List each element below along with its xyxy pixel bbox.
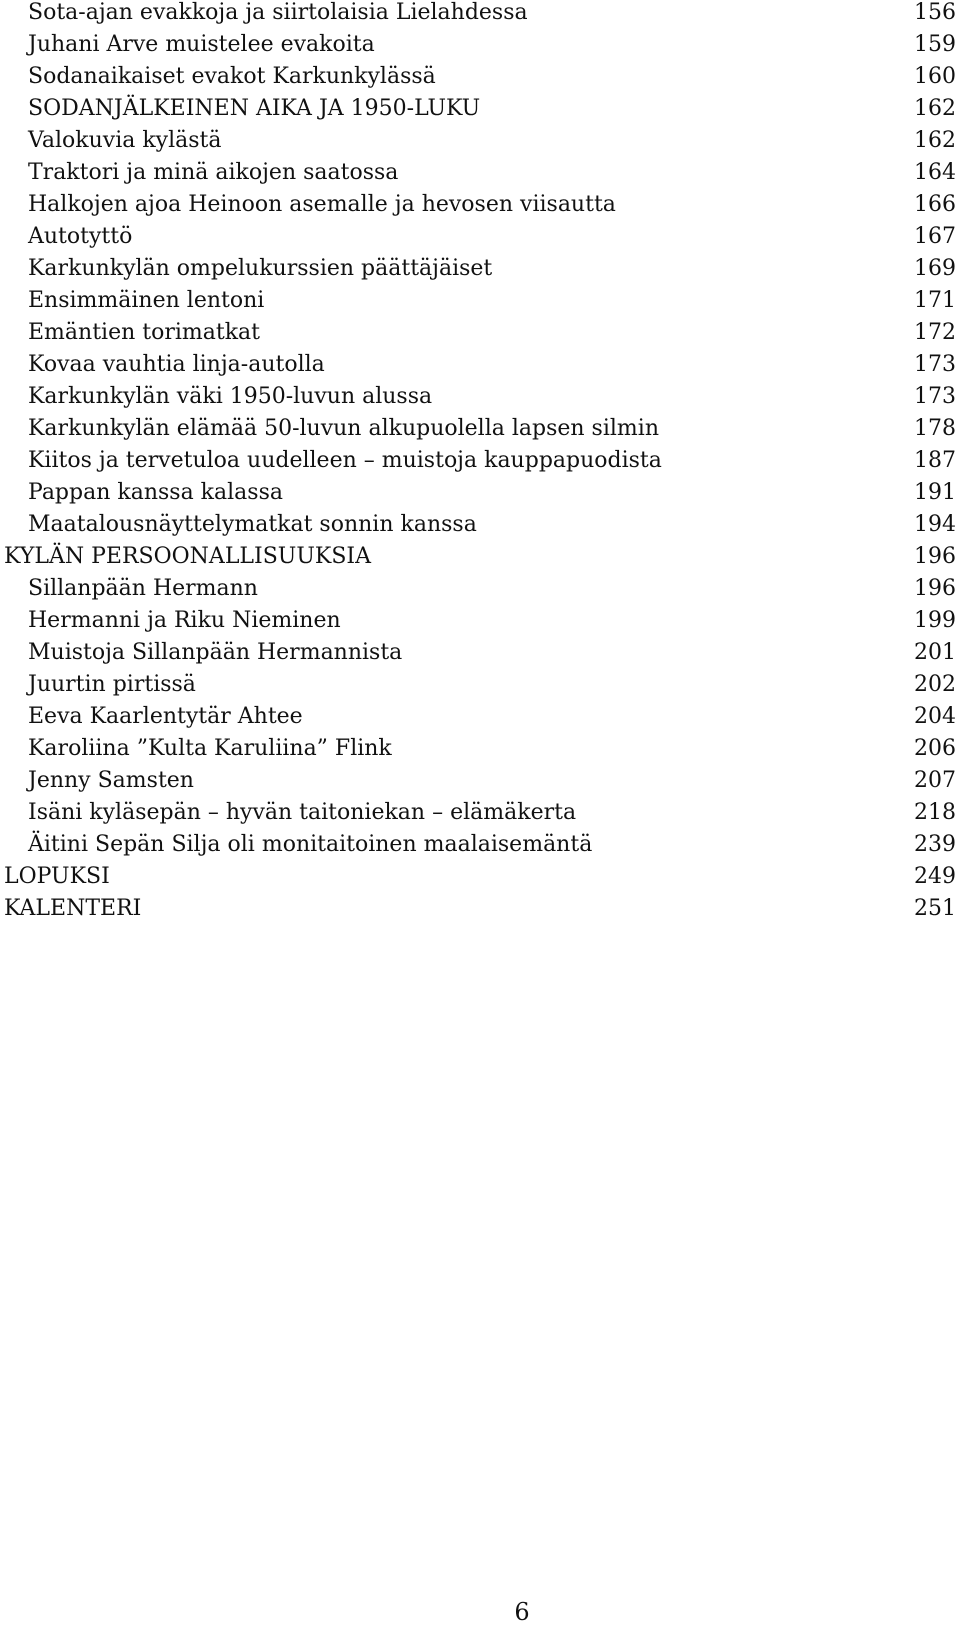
toc-entry <box>0 640 960 672</box>
toc-entry-title: Valokuvia kylästä <box>28 128 222 153</box>
toc-entry-title: Maatalousnäyttelymatkat sonnin kanssa <box>28 512 477 537</box>
toc-entry-page: 201 <box>914 640 956 665</box>
toc-entry-page: 199 <box>914 608 956 633</box>
toc-entry <box>0 512 960 544</box>
toc-entry-page: 162 <box>914 128 956 153</box>
toc-entry <box>0 576 960 608</box>
toc-entry-page: 218 <box>914 800 956 825</box>
toc-entry-title: Emäntien torimatkat <box>28 320 261 345</box>
toc-entry-title: Karkunkylän väki 1950-luvun alussa <box>28 384 433 409</box>
toc-entry <box>0 672 960 704</box>
toc-entry-title: Hermanni ja Riku Nieminen <box>28 608 341 633</box>
toc-entry <box>0 96 960 128</box>
toc-entry-page: 160 <box>914 64 956 89</box>
toc-entry-title: Sodanaikaiset evakot Karkunkylässä <box>28 64 436 89</box>
toc-entry <box>0 832 960 864</box>
toc-entry-title: Juurtin pirtissä <box>28 672 196 697</box>
toc-entry <box>0 288 960 320</box>
toc-entry <box>0 608 960 640</box>
toc-entry <box>0 256 960 288</box>
toc-entry <box>0 32 960 64</box>
toc-entry-page: 251 <box>914 896 956 921</box>
toc-entry-title: SODANJÄLKEINEN AIKA JA 1950-LUKU <box>28 96 481 121</box>
toc-entry-title: Isäni kyläsepän – hyvän taitoniekan – elämäkerta <box>28 800 577 825</box>
toc-entry-page: 173 <box>914 352 956 377</box>
toc-entry-page: 173 <box>914 384 956 409</box>
page-number: 6 <box>514 1598 530 1626</box>
toc-entry-page: 187 <box>914 448 956 473</box>
toc-entry <box>0 64 960 96</box>
toc-entry <box>0 800 960 832</box>
toc-entry <box>0 352 960 384</box>
toc-entry <box>0 384 960 416</box>
toc-entry-page: 166 <box>914 192 956 217</box>
toc-entry-title: Muistoja Sillanpään Hermannista <box>28 640 403 665</box>
toc-entry-title: Eeva Kaarlentytär Ahtee <box>28 704 303 729</box>
toc-entry-page: 172 <box>914 320 956 345</box>
toc-entry-title: Kiitos ja tervetuloa uudelleen – muistoja kauppapuodista <box>28 448 662 473</box>
toc-entry-title: Karkunkylän ompelukurssien päättäjäiset <box>28 256 493 281</box>
toc-entry <box>0 0 960 32</box>
toc-entry-title: Jenny Samsten <box>28 768 194 793</box>
toc-entry-page: 239 <box>914 832 956 857</box>
toc-entry-page: 194 <box>914 512 956 537</box>
toc-entry-page: 162 <box>914 96 956 121</box>
toc-entry <box>0 320 960 352</box>
toc-entry-title: KALENTERI <box>4 896 142 921</box>
toc-entry-title: Äitini Sepän Silja oli monitaitoinen maalaisemäntä <box>28 832 593 857</box>
toc-entry <box>0 704 960 736</box>
toc-section-heading <box>0 896 960 928</box>
toc-entry-page: 169 <box>914 256 956 281</box>
toc-entry-page: 207 <box>914 768 956 793</box>
toc-entry-page: 156 <box>914 0 956 25</box>
toc-entry-page: 206 <box>914 736 956 761</box>
toc-entry <box>0 480 960 512</box>
toc-entry-title: Traktori ja minä aikojen saatossa <box>28 160 399 185</box>
toc-entry <box>0 160 960 192</box>
toc-entry <box>0 448 960 480</box>
toc-entry-page: 196 <box>914 576 956 601</box>
toc-entry-title: Pappan kanssa kalassa <box>28 480 283 505</box>
toc-entry <box>0 224 960 256</box>
toc-entry-title: Autotyttö <box>28 224 133 249</box>
toc-entry-page: 191 <box>914 480 956 505</box>
toc-entry-title: KYLÄN PERSOONALLISUUKSIA <box>4 544 371 569</box>
toc-entry <box>0 768 960 800</box>
toc-entry-page: 171 <box>914 288 956 313</box>
toc-entry-title: Karkunkylän elämää 50-luvun alkupuolella lapsen silmin <box>28 416 659 441</box>
toc-section-heading <box>0 544 960 576</box>
toc-entry-page: 196 <box>914 544 956 569</box>
toc-entry-title: Sota-ajan evakkoja ja siirtolaisia Lielahdessa <box>28 0 528 25</box>
toc-entry-page: 202 <box>914 672 956 697</box>
toc-entry-title: LOPUKSI <box>4 864 110 889</box>
toc-entry-title: Halkojen ajoa Heinoon asemalle ja hevosen viisautta <box>28 192 616 217</box>
toc-entry-page: 204 <box>914 704 956 729</box>
toc-entry <box>0 416 960 448</box>
toc-entry-page: 159 <box>914 32 956 57</box>
toc-entry-title: Ensimmäinen lentoni <box>28 288 265 313</box>
toc-entry-page: 249 <box>914 864 956 889</box>
toc-entry-page: 167 <box>914 224 956 249</box>
toc-entry-title: Kovaa vauhtia linja-autolla <box>28 352 325 377</box>
toc-section-heading <box>0 864 960 896</box>
toc-entry-title: Juhani Arve muistelee evakoita <box>28 32 375 57</box>
toc-entry-title: Sillanpään Hermann <box>28 576 258 601</box>
toc-entry-title: Karoliina ”Kulta Karuliina” Flink <box>28 736 392 761</box>
toc-entry <box>0 128 960 160</box>
toc-entry <box>0 736 960 768</box>
toc-entry-page: 178 <box>914 416 956 441</box>
toc-entry <box>0 192 960 224</box>
toc-entry-page: 164 <box>914 160 956 185</box>
